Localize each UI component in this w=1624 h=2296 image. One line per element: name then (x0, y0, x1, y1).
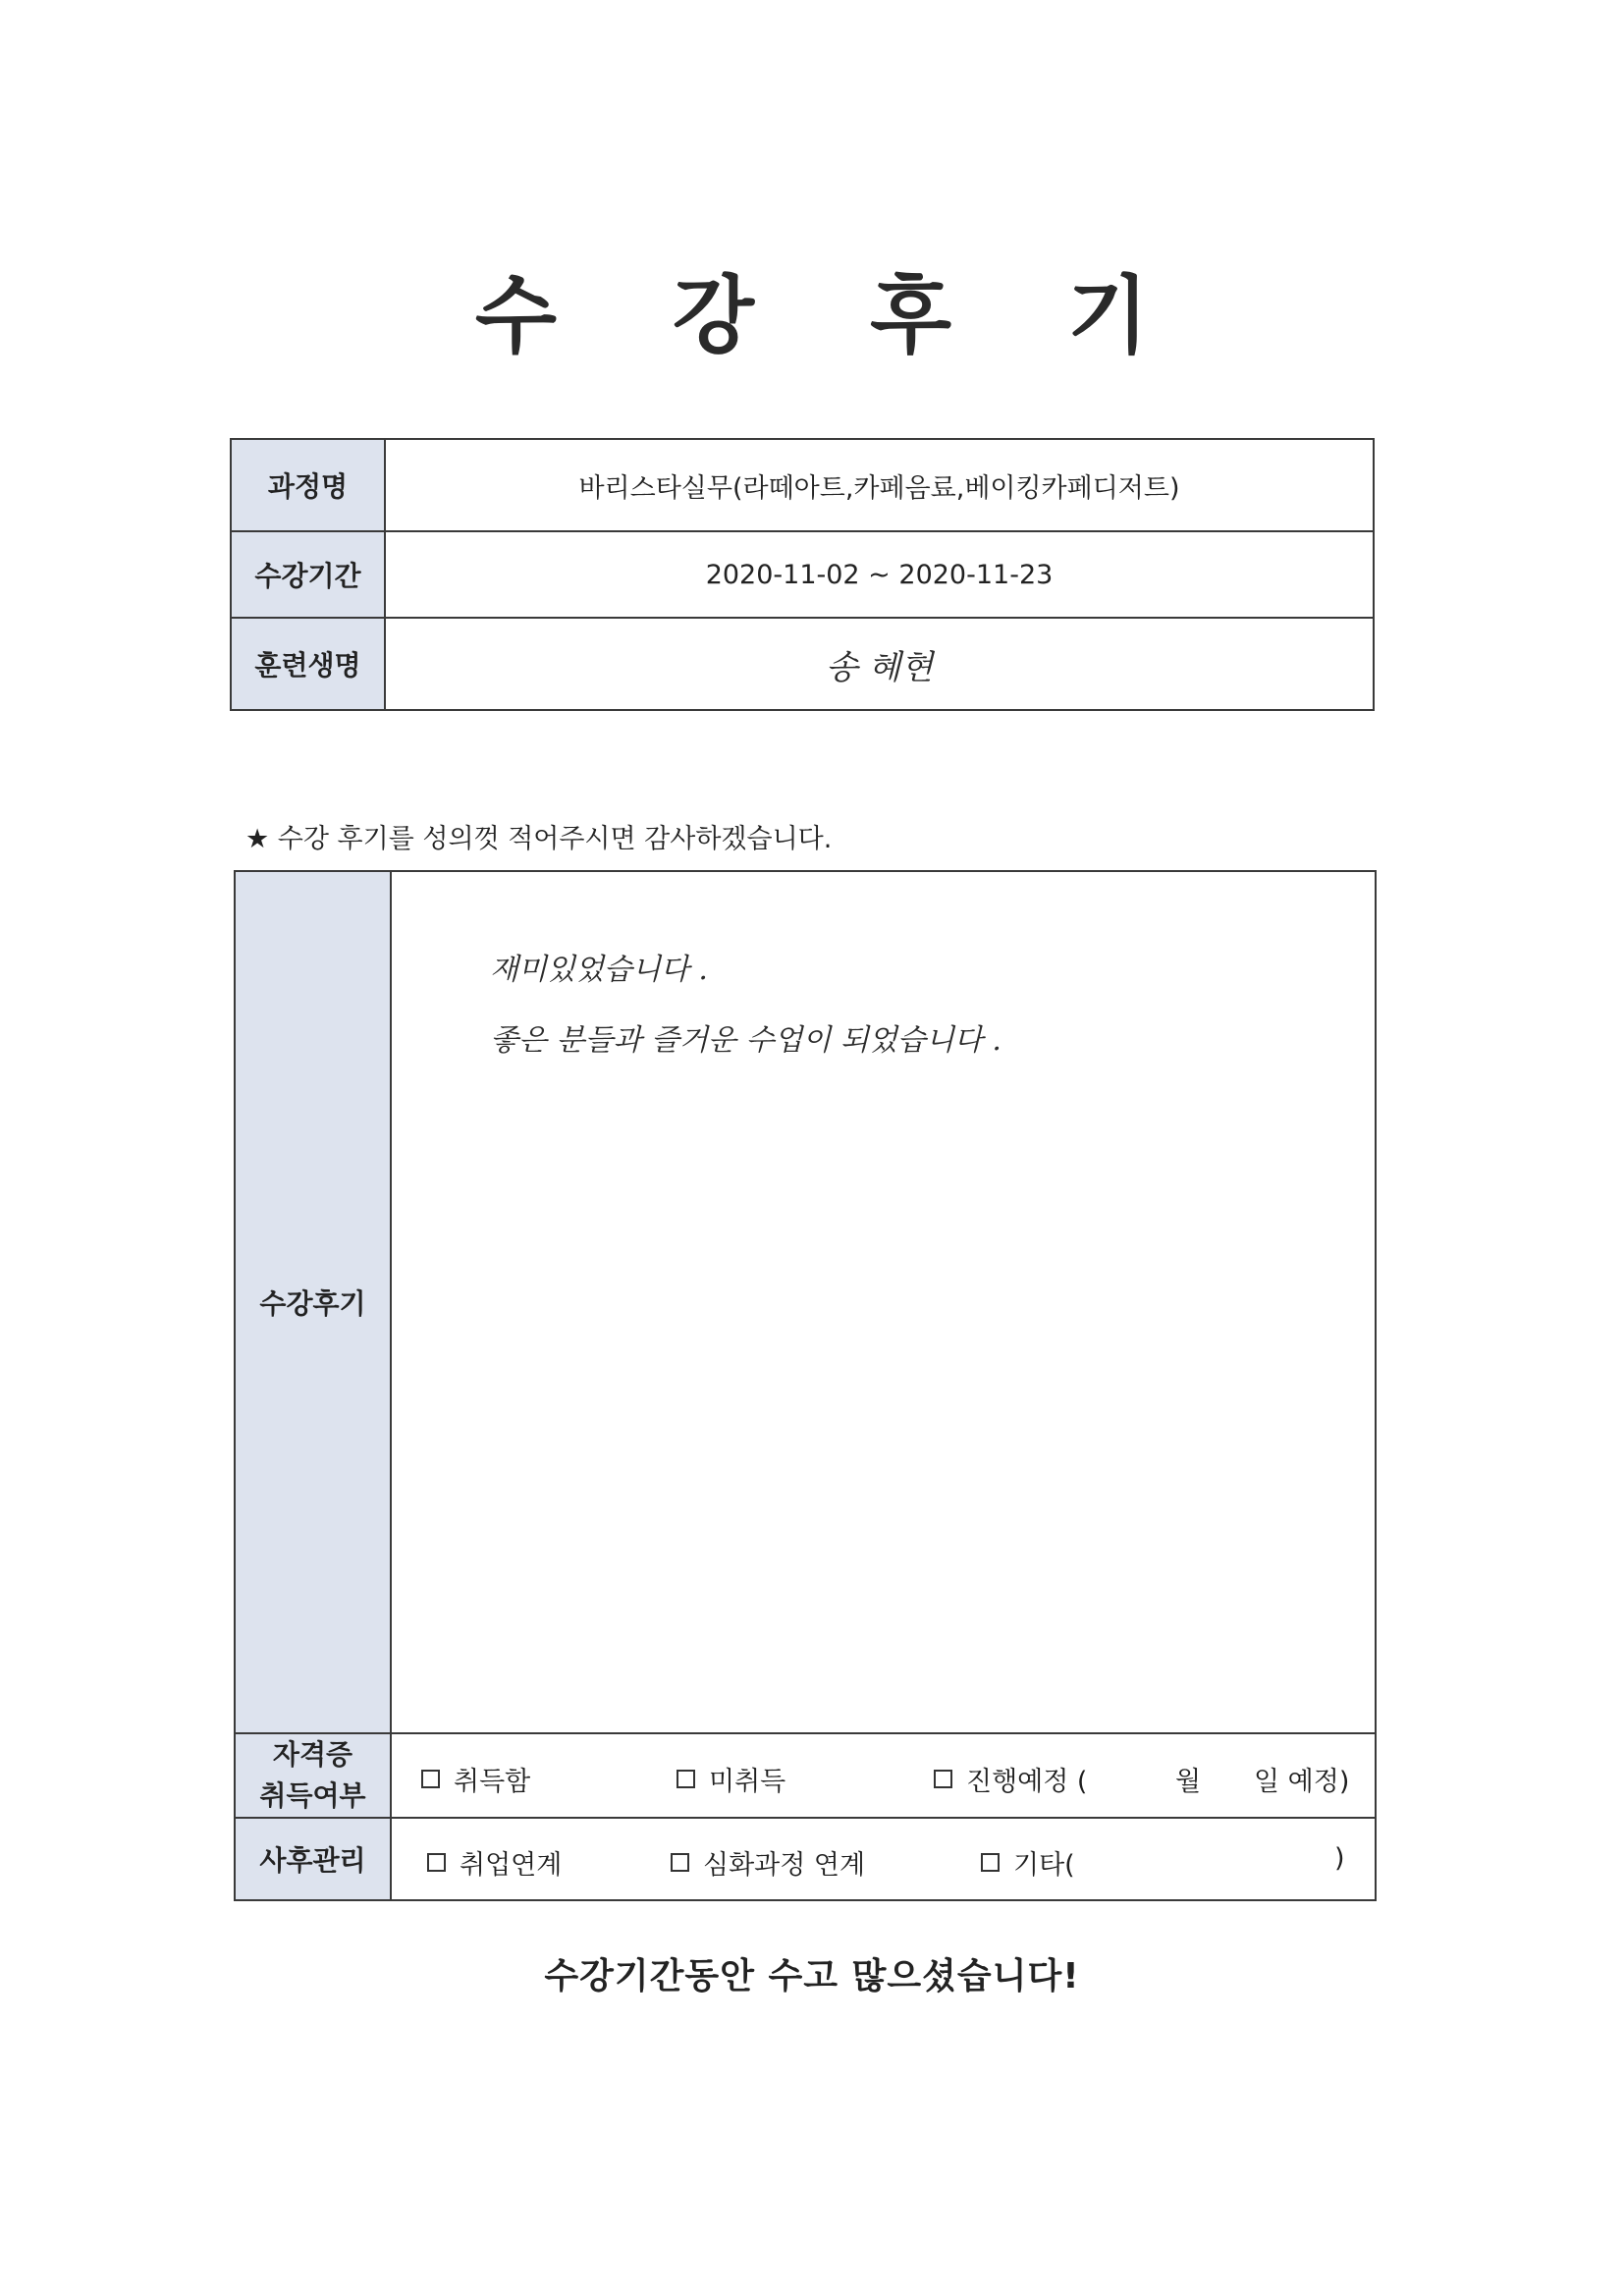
review-line-2: 좋은 분들과 즐거운 수업이 되었습니다 . (490, 1023, 1001, 1058)
aftercare-options (391, 1818, 1376, 1900)
certificate-label-line-2: 취득여부 (259, 1779, 366, 1812)
aftercare-other-close: ) (1334, 1843, 1345, 1874)
closing-message: 수강기간동안 수고 많으셨습니다! (544, 1956, 1080, 1996)
checkbox-icon[interactable] (421, 1770, 440, 1788)
review-table (234, 870, 1377, 1901)
review-content (391, 871, 1376, 1733)
review-line-1: 재미있었습니다 . (490, 953, 708, 987)
review-row (235, 871, 1376, 1733)
checkbox-icon[interactable] (677, 1770, 695, 1788)
certificate-options (391, 1733, 1376, 1818)
certificate-option-acquired-label: 취득함 (454, 1767, 531, 1797)
aftercare-option-other[interactable] (981, 1843, 1075, 1882)
certificate-option-not-acquired-label: 미취득 (709, 1767, 786, 1797)
aftercare-option-advanced-course-label: 심화과정 연계 (703, 1850, 866, 1881)
course-row (231, 439, 1374, 531)
certificate-day-label: 일 예정) (1254, 1767, 1350, 1797)
trainee-name: 송 혜현 (385, 618, 1374, 710)
aftercare-label: 사후관리 (235, 1818, 391, 1900)
certificate-label (235, 1733, 391, 1818)
course-label: 과정명 (231, 439, 385, 531)
certificate-row (235, 1733, 1376, 1818)
certificate-option-acquired[interactable] (421, 1760, 530, 1798)
checkbox-icon[interactable] (671, 1853, 689, 1872)
period-label: 수강기간 (231, 531, 385, 618)
period-value: 2020-11-02 ~ 2020-11-23 (385, 531, 1374, 618)
certificate-option-scheduled[interactable] (934, 1760, 1087, 1798)
checkbox-icon[interactable] (981, 1853, 1000, 1872)
period-row (231, 531, 1374, 618)
notice-text: ★ 수강 후기를 성의껏 적어주시면 감사하겠습니다. (245, 824, 833, 854)
trainee-row (231, 618, 1374, 710)
course-value: 바리스타실무(라떼아트,카페음료,베이킹카페디저트) (385, 439, 1374, 531)
checkbox-icon[interactable] (427, 1853, 446, 1872)
aftercare-other-label: 기타( (1013, 1850, 1075, 1881)
aftercare-option-employment-label: 취업연계 (460, 1850, 563, 1881)
page-title: 수 강 후 기 (474, 267, 1193, 365)
aftercare-option-advanced-course[interactable] (671, 1843, 865, 1882)
checkbox-icon[interactable] (934, 1770, 952, 1788)
review-label: 수강후기 (235, 871, 391, 1733)
aftercare-row (235, 1818, 1376, 1900)
certificate-label-line-1: 자격증 (272, 1738, 353, 1771)
aftercare-option-employment[interactable] (427, 1843, 562, 1882)
certificate-option-not-acquired[interactable] (677, 1760, 785, 1798)
certificate-month-label: 월 (1175, 1767, 1202, 1797)
certificate-scheduled-label: 진행예정 ( (966, 1767, 1088, 1797)
course-info-table (230, 438, 1375, 711)
trainee-label: 훈련생명 (231, 618, 385, 710)
